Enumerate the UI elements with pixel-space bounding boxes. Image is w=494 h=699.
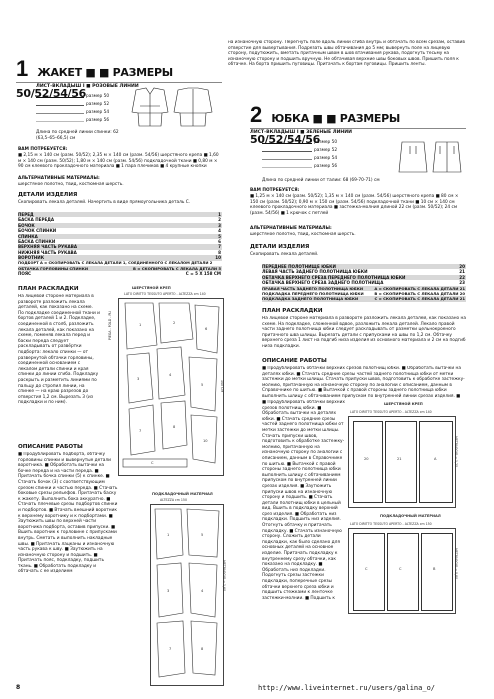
skirt-layout-title: ПЛАН РАСКЛАДКИ (262, 308, 323, 314)
skirt-desc-column (262, 400, 346, 600)
jacket-lining-measure: METRAGGIO = 1,60 (222, 560, 226, 592)
table-row: ОБТАЧКА ВЕРХНЕГО СРЕЗА ПЕРЕДНЕГО ПОЛОТНИЩА ЮБКИ 22 (262, 274, 465, 280)
skirt-parts-title: ДЕТАЛИ ИЗДЕЛИЯ (250, 244, 310, 250)
jacket-parts-table (18, 212, 222, 277)
jacket-fabric-top-label: LATO DIRITTO TESSUTO APERTO - ALTEZZA cm 140 (124, 292, 206, 296)
jacket-size-52: размер 52 (86, 102, 110, 107)
table-row: БАСКА СПИНКИ 6 (18, 238, 221, 244)
jacket-rule (16, 82, 222, 83)
table-row: БАСКА ПЕРЕДА 2 (18, 217, 221, 223)
skirt-parts-table (262, 264, 466, 302)
table-row: ПЕРЕДНЕЕ ПОЛОТНИЩЕ ЮБКИ 20 (262, 264, 465, 269)
jacket-parts-title: ДЕТАЛИ ИЗДЕЛИЯ (18, 192, 78, 198)
table-row: ПОДКЛАДКА ПЕРЕДНЕГО ПОЛОТНИЩА ЮБКИ B = СКОПИРОВАТЬ С ЛЕКАЛА ДЕТАЛИ 20 (262, 290, 465, 296)
table-row: СПИНКА 5 (18, 233, 221, 239)
jacket-section-number: 1 (16, 56, 29, 81)
table-row: ПОЯС C = 5 Х 158 СМ (18, 271, 221, 277)
skirt-illustration (396, 140, 466, 176)
table-row: ПОДБОРТ A = СКОПИРОВАТЬ С ЛЕКАЛА ДЕТАЛИ 1, СОЕДИНЕННОГО С ЛЕКАЛОМ ДЕТАЛИ 2 (18, 260, 213, 265)
jacket-title: ЖАКЕТ ■ ■ РАЗМЕРЫ 50/52/54/56 (16, 66, 173, 100)
jacket-parts-intro: Скопировать лекала деталей. Начертить в виде прямоугольника деталь С. (18, 200, 191, 205)
jacket-size-legend (36, 94, 114, 126)
skirt-alt-title: АЛЬТЕРНАТИВНЫЕ МАТЕРИАЛЫ: (250, 226, 332, 231)
jacket-layout-text: На лицевой стороне материала в развороте разложить лекала деталей, как показано на схеме. По подкладке соединенной ткани и бортов деталей 1 и 2. Подкладке, соединенной в столб, разложить лекала деталей, как показано на схеме, поменяв лекала перед и баски переда следует раскладывать от развёртки подборта: лекало спинки — от развернутой обтачки горловины, соединенной основанием с лекалом детали спинки и края спинки до линии сгиба. Подкладку раскрыть и разметить линиями по пальцу до стропил линии, на спинке — на краю разрезов до отверстия 1,2 см. Вырезать 3 (из подкладки и по ним). (18, 294, 100, 406)
jacket-fabric-pieces (119, 299, 223, 475)
skirt-fabric-measure: METRAGGIO = 1,25 (454, 436, 458, 468)
skirt-lining-layout: C C B (348, 528, 456, 614)
skirt-desc-continued: ■ Продублировать обтачки верхних срезов полотнищ юбки. ■ Обработать вытачки на деталях юбки. ■ Стачать средние срезы частей заднего полотнища юбки от метки застежки до метки шлицы. Стачать припуски швов, подготовить к обработке застежку-молнию, притачанную на изнаночную сторону по аналогии с описанием, данным в Справочнике по шитью. ■ Вытачкой с правой стороны заднего полотнища юбки выполнить шлицу с обтачиванием припуском по внутренней линии срезах изделия. ■ Заутюжить припуски швов на изнаночную сторону и подшить. ■ Стачать детали полотнищ юбки в цельный вид. Вшить в подкладку верхний срез изделия. ■ Обработать низ подкладки. Подшить низ изделия. Отогнуть обтачку и притачать подкладку. ■ Стачать изнаночную сторону. Сложить детали подкладки, как было сделано для основных деталей на основное изделие. Притачать подкладку к внутреннему срезу обтачки, как показано на подкладку. ■ Обработать низ подкладки. Подогнуть срезы застежки подкладки, поперечные срезы обтачки верхнего среза юбки и подшить стежками к ленточке застежки-молнии. ■ Подшить к (262, 400, 345, 600)
table-row: ЛЕВАЯ ЧАСТЬ ЗАДНЕГО ПОЛОТНИЩА ЮБКИ 21 (262, 269, 465, 275)
skirt-lining-title: ПОДКЛАДОЧНЫЙ МАТЕРИАЛ (380, 514, 441, 518)
jacket-fabric-layout: 1 2 6 3 4 5 7 8 10 C (118, 298, 224, 476)
table-row: ОБТАЧКА ГОРЛОВИНЫ СПИНКИ B = СКОПИРОВАТЬ С ЛЕКАЛА ДЕТАЛИ 5 (18, 265, 221, 271)
skirt-alt-text: шерстяное полотно, твид, костюмная шерсть. (250, 232, 356, 237)
footer-url[interactable]: http://www.liveinternet.ru/users/galina_o/ (258, 684, 436, 692)
skirt-size-52: размер 52 (314, 148, 338, 153)
skirt-lining-top-label: LATO DIRITTO TESSUTO APERTO - ALTEZZA cm 150 (350, 522, 432, 526)
jacket-fabric-title: ШЕРСТЯНОЙ КРЕП (132, 286, 171, 290)
jacket-lining-title: ПОДКЛАДОЧНЫЙ МАТЕРИАЛ (152, 492, 213, 496)
table-row: БОЧОК 3 (18, 222, 221, 228)
skirt-parts-intro: Скопировать лекала деталей. (250, 252, 319, 257)
skirt-sheet-label: ЛИСТ-ВКЛАДЫШ Ⅰ ■ ЗЕЛЕНЫЕ ЛИНИИ (250, 130, 352, 135)
jacket-alt-text: шерстяное полотно, твид, костюмная шерсть. (18, 182, 124, 187)
skirt-fabric-title: ШЕРСТЯНОЙ КРЕП (384, 402, 423, 406)
page-number: 8 (16, 684, 21, 691)
skirt-fabric-layout: 20 21 A (348, 416, 456, 508)
skirt-size-legend (262, 140, 352, 172)
jacket-size-54: размер 54 (86, 110, 110, 115)
table-row: БОЧОК СПИНКИ 4 (18, 228, 221, 234)
skirt-layout-text: На лицевой стороне материала в развороте разложить лекала деталей, как показано на схеме. На подкладке, сложенной вдвое, разложить лекала деталей. Лекало правой части заднего полотнища юбки следует раскладывать от разметки цельнокроеного притачного шва шлицы. Вырезать детали с припусками на швы по 1,2 см. Обтачку верхнего среза 1 лист на подгиб низа изделия из основного материала и 2 см на подгиб низа подкладки. (262, 316, 466, 349)
jacket-size-56: размер 56 (86, 118, 110, 123)
jacket-lining-top-label: ALTEZZA cm 150 (160, 498, 187, 502)
skirt-desc-title: ОПИСАНИЕ РАБОТЫ (262, 358, 327, 364)
jacket-layout-title: ПЛАН РАСКЛАДКИ (18, 286, 79, 292)
table-row: ОБТАЧКА ВЕРХНЕГО СРЕЗА ЗАДНЕГО ПОЛОТНИЩА 23 (262, 280, 465, 286)
skirt-need-title: ВАМ ПОТРЕБУЕТСЯ: (250, 188, 300, 193)
skirt-size-50: размер 50 (314, 140, 338, 145)
top-right-intro-text: на изнаночную сторону. Перегнуть поле вдоль линии сгиба внутрь и обтачать по всем срезам, оставив отверстие для вывертывания. Подрезать швы обтачивания до 5 мм; вывернуть поле на лицевую сторону, подутюжить, вметать притачным швом в шов втачивания рукава, подогнуть тесьму на изнаночную сторону и подшить вручную. Не обтачивая верхние швы боковых швов. Пришить поля к обтачке. На борта пришить пуговицы. Притачать к бортам пуговицы. Пришить ленты. (228, 40, 465, 68)
jacket-desc-text: ■ Продублировать подборта, обтачку горловины спинки и вывернутые детали воротника. ■ Обработать вытачки на бочке переда и на части переда. ■ Притачать бочка спинки (5) к спинке. ■ Стачать бочок (3) с соответствующим срезом спинки и частью переда. ■ Стачать боковые срезы рельефов. Притачать баску к жакету. Выполнить бока аккуратно. ■ Стачать плечевые срезы подбортов спинки и подбортов. ■ Втачать внешний воротник к верхнему воротнику и к подбортами. ■ Заутюжить швы по верхней части воротника подборта, оставив припуски. ■ Вшить воротник к горловине с припусками внутрь. Сметать и выполнить накладные швы. ■ Притачать лацканы и изнаночную часть рукава к шву. ■ Заутюжить на изнаночную сторону и подшить. ■ Притачать пояс, подкладку, подшить ткань. ■ Обработать подкладку и обтачать с ее изделием (18, 452, 118, 575)
table-row: ПРАВАЯ ЧАСТЬ ЗАДНЕГО ПОЛОТНИЩА ЮБКИ A = СКОПИРОВАТЬ С ЛЕКАЛА ДЕТАЛИ 21 (262, 285, 465, 291)
table-row: ВОРОТНИК 10 (18, 255, 221, 261)
jacket-need-text: ■ 2,15 м × 140 см (разм. 50/52); 2,35 м × 140 см (разм. 54/56) шерстяного крепа ■ 1,60 м × 140 см (разм. 50/52); 1,80 м × 140 см (разм. 54/56) подкладочной ткани ■ 0,80 м × 90 см клеевого прокладочного материала ■ 1 пара плечиков ■ 4 крупные кнопки (18, 153, 219, 170)
jacket-lining-pieces (151, 505, 223, 685)
jacket-alt-title: АЛЬТЕРНАТИВНЫЕ МАТЕРИАЛЫ: (18, 176, 100, 181)
skirt-section-number: 2 (250, 102, 263, 127)
jacket-need-title: ВАМ ПОТРЕБУЕТСЯ: (18, 147, 68, 152)
table-row: ПОДКЛАДКА ЗАДНЕГО ПОЛОТНИЩА ЮБКИ C = СКОПИРОВАТЬ С ЛЕКАЛА ДЕТАЛИ 21 (262, 296, 465, 302)
skirt-rule (250, 128, 466, 129)
jacket-size-50: размер 50 (86, 94, 110, 99)
skirt-desc-text-top: ■ Продублировать обтачки верхних срезов полотнищ юбки. ■ Обработать вытачки на деталях юбки. ■ Стачать средние срезы частей заднего полотнища юбки от метки застежки до метки шлицы. Стачать припуски швов, подготовить к обработке застежку-молнию, притачанную на изнаночную сторону по аналогии с описанием, данным в Справочнике по шитью. ■ Вытачкой с правой стороны заднего полотнища юбки выполнить шлицу с обтачиванием припуском по внутренней линии срезах изделия. ■ (262, 366, 465, 398)
jacket-sheet-label: ЛИСТ-ВКЛАДЫШ Ⅰ ■ РОЗОВЫЕ ЛИНИИ (36, 84, 139, 89)
jacket-desc-title: ОПИСАНИЕ РАБОТЫ (18, 444, 83, 450)
jacket-lining-layout: 1 5 3 4 7 8 (150, 504, 224, 686)
skirt-title: ЮБКА ■ ■ РАЗМЕРЫ 50/52/54/56 (250, 112, 400, 146)
skirt-fabric-top-label: LATO DIRITTO TESSUTO APERTO - ALTEZZA cm 140 (350, 410, 432, 414)
table-row: ПЕРЕД 1 (18, 212, 221, 217)
skirt-size-56: размер 56 (314, 164, 338, 169)
skirt-size-54: размер 54 (314, 156, 338, 161)
skirt-lining-measure: METRAGGIO = 0,80 (454, 548, 458, 580)
table-row: НИЖНЯЯ ЧАСТЬ РУКАВА 8 (18, 249, 221, 255)
skirt-length: Длина по средней линии от талии: 68 (69-70-71) см (262, 178, 380, 183)
jacket-length: Длина по средней линии спинки: 62 (63,5–65–66,5) см (36, 130, 119, 141)
jacket-width-label: 140 CM (220, 380, 224, 393)
jacket-fold-label: PIEGA - FOLD - PLI (108, 310, 112, 340)
skirt-need-text: ■ 1,25 м × 140 см (разм. 50/52); 1,35 м × 140 см (разм. 54/56) шерстяного крепа ■ 80 см × 150 см (разм. 50/52); 0,90 м × 150 см (разм. 54/56) подкладочной ткани ■ 10 см × 140 см клеевого прокладочного материала ■ застежка-молния длиной 22 см (разм. 50/52); 24 см (разм. 54/56) ■ 1 крючок с петлей (250, 194, 459, 216)
jacket-illustration (118, 86, 222, 132)
table-row: ВЕРХНЯЯ ЧАСТЬ РУКАВА 7 (18, 244, 221, 250)
